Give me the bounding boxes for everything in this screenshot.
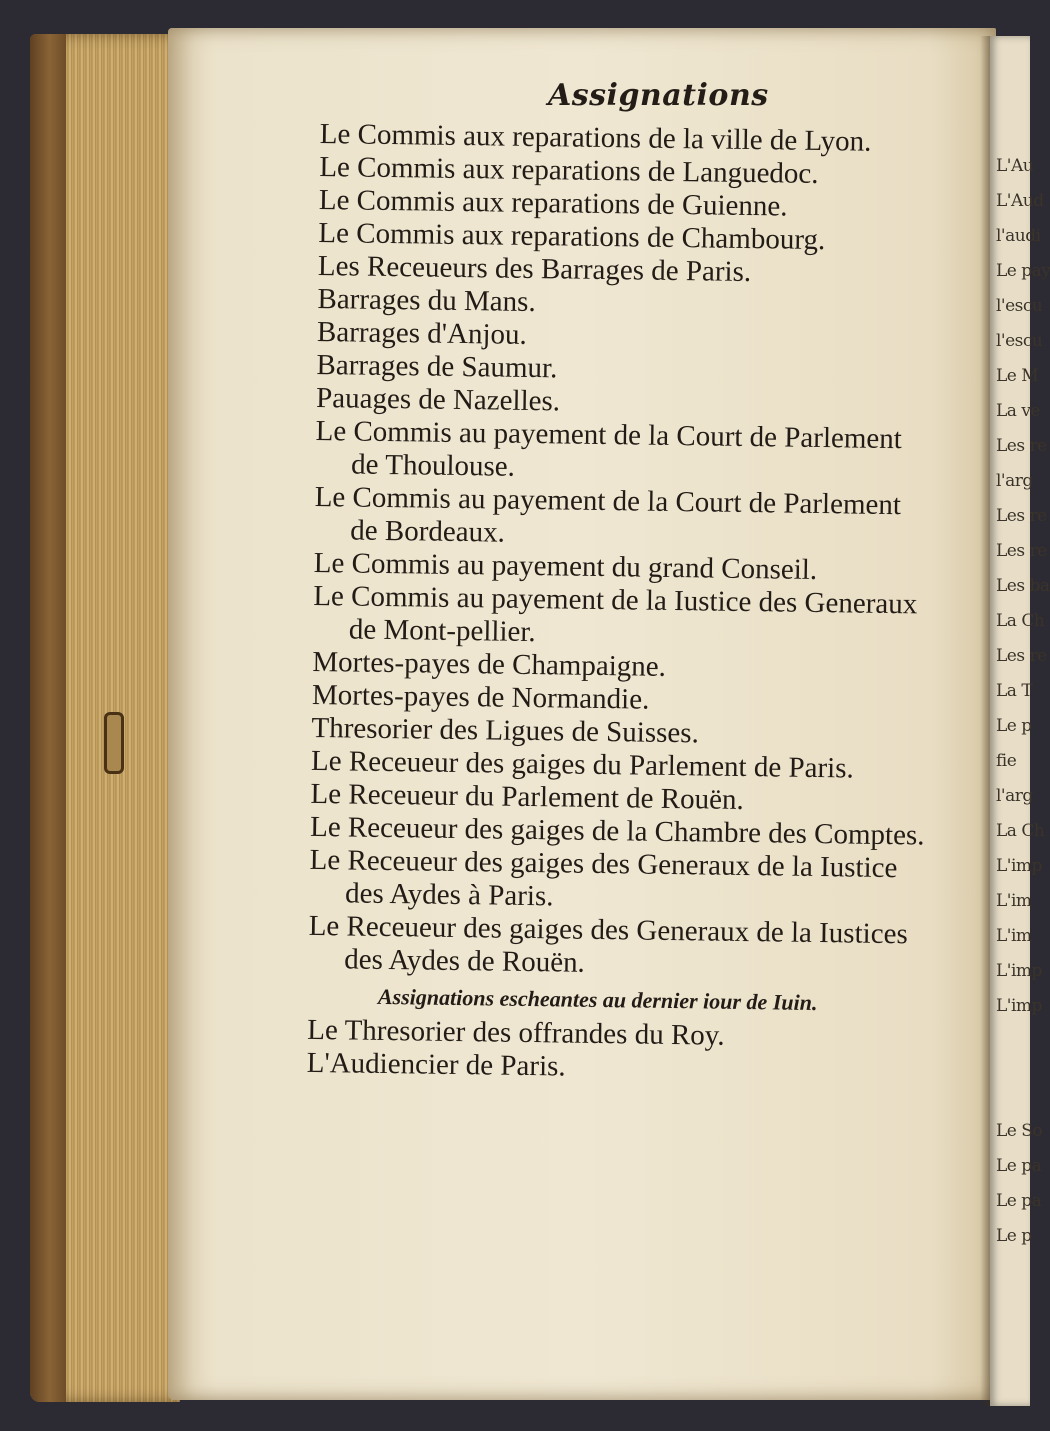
facing-page-fragment: Le p [996, 716, 1032, 736]
running-head: Assignations [548, 78, 769, 113]
list-item: Barrages d'Anjou. [316, 315, 528, 351]
book-binding [30, 34, 66, 1402]
list-item: Le Commis aux reparations de la ville de Lyon. [319, 118, 872, 158]
facing-page-fragment: Les re [996, 506, 1047, 526]
list-item: Le Receueur des gaiges des Generaux de la Iustices des Aydes de Rouën. [308, 909, 908, 979]
facing-page-fragment: Le pa [996, 1191, 1042, 1211]
facing-page-fragment: La Ch [996, 821, 1045, 841]
facing-page-fragment: Le pay [996, 261, 1050, 281]
facing-page-edge [990, 36, 1050, 1406]
facing-page-fragment: l'escu [996, 296, 1043, 316]
list-item: Le Thresorier des offrandes du Roy. [307, 1013, 725, 1052]
facing-page-fragment: fie [996, 751, 1017, 771]
list-item: Barrages de Saumur. [316, 348, 558, 385]
entry-list [307, 118, 940, 1089]
facing-page-fragment: La ve [996, 401, 1040, 421]
facing-page-fragment: L'im [996, 926, 1032, 946]
list-item: Le Receueur des gaiges du Parlement de Paris. [310, 744, 854, 785]
list-item: Thresorier des Ligues de Suisses. [311, 711, 700, 750]
facing-page-fragment: La Ch [996, 611, 1045, 631]
facing-page-fragment: La T [996, 681, 1033, 701]
list-item: Le Commis au payement du grand Conseil. [313, 546, 818, 586]
facing-page-fragment: Les re [996, 646, 1047, 666]
facing-page-fragment: L'im [996, 891, 1032, 911]
list-item: Le Commis au payement de la Iustice des Generaux de Mont-pellier. [313, 579, 918, 649]
list-item: Le Receueur des gaiges des Generaux de la Iustice des Aydes à Paris. [309, 843, 898, 913]
facing-page-fragment: l'escu [996, 331, 1043, 351]
facing-page-fragment: L'imp [996, 996, 1042, 1016]
facing-page-fragment: L'imp [996, 961, 1042, 981]
list-item: Le Receueur du Parlement de Rouën. [310, 777, 744, 816]
facing-page-fragment: l'arg [996, 471, 1033, 491]
list-item: Barrages du Mans. [317, 282, 536, 319]
facing-page-fragment: Le p [996, 1226, 1032, 1246]
facing-page-fragment: L'Au [996, 156, 1034, 176]
list-item: L'Audiencier de Paris. [306, 1046, 566, 1083]
binding-clasp [104, 712, 124, 774]
facing-page-fragment: l'audi [996, 226, 1041, 246]
list-item: Les Receueurs des Barrages de Paris. [317, 249, 752, 289]
facing-page-fragment: L'Aud [996, 191, 1044, 211]
list-item: Mortes-payes de Champaigne. [312, 645, 667, 683]
list-item: Mortes-payes de Normandie. [311, 678, 650, 716]
list-item: Pauages de Nazelles. [315, 381, 561, 418]
list-item: Le Commis aux reparations de Chambourg. [318, 216, 826, 257]
section-heading: Assignations escheantes au dernier iour de Iuin. [377, 983, 818, 1016]
facing-page-fragment: Le pa [996, 1156, 1042, 1176]
list-item: Le Receueur des gaiges de la Chambre des Comptes. [309, 810, 925, 852]
list-item: Le Commis au payement de la Court de Parlement de Bordeaux. [314, 480, 902, 549]
facing-page-fragment: Les re [996, 436, 1047, 456]
facing-page-fragment: Les re [996, 541, 1047, 561]
facing-page-fragment: Le So [996, 1121, 1043, 1141]
facing-page-fragment: L'imp [996, 856, 1042, 876]
facing-page-fragment: Les ba [996, 576, 1050, 596]
list-item: Le Commis aux reparations de Languedoc. [319, 150, 819, 190]
facing-page-fragment: l'arg [996, 786, 1033, 806]
list-item: Le Commis aux reparations de Guienne. [318, 183, 788, 223]
facing-page-fragment: Le M [996, 366, 1039, 386]
list-item: Le Commis au payement de la Court de Parlement de Thoulouse. [315, 414, 903, 483]
